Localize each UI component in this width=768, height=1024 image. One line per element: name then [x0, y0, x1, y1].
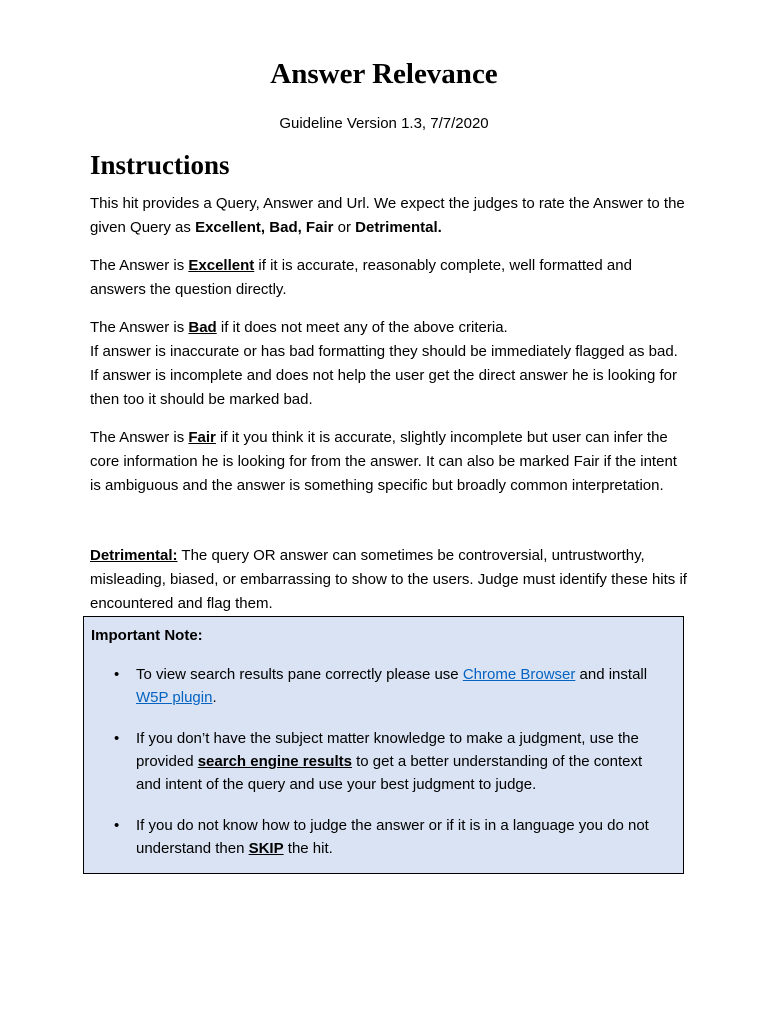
- period-text: .: [212, 689, 217, 706]
- bad-details: If answer is inaccurate or has bad formatting they should be immediately flagged as bad. If answer is incomplete and does not help the user get the direct answer he is looking for then too it should be marked bad.: [90, 343, 678, 408]
- w5p-plugin-link[interactable]: W5P plugin: [136, 689, 213, 706]
- excellent-term: Excellent: [188, 257, 255, 274]
- fair-lead: The Answer is: [90, 429, 189, 446]
- fair-term: Fair: [188, 429, 216, 446]
- page-title: Answer Relevance: [270, 58, 498, 90]
- bullet-icon: •: [114, 666, 120, 683]
- detrimental-paragraph: [90, 544, 690, 616]
- knowledge-text: If you don’t have the subject matter knowledge to make a judgment, use the provided: [136, 730, 639, 770]
- intro-text: This hit provides a Query, Answer and Url. We expect the judges to rate the Answer to the given Query as: [90, 195, 685, 236]
- bad-definition: if it does not meet any of the above criteria.: [216, 319, 508, 336]
- fair-paragraph: [90, 426, 690, 498]
- important-note-box: [83, 616, 684, 874]
- intro-paragraph: [90, 192, 690, 240]
- detrimental-definition: The query OR answer can sometimes be controversial, untrustworthy, misleading, biased, or embarrassing to show to the users. Judge must identify these hits if encountered and flag them.: [90, 547, 687, 612]
- bullet-icon: •: [114, 817, 120, 834]
- instructions-heading: Instructions: [90, 150, 230, 180]
- bullet-icon: •: [114, 730, 120, 747]
- skip-text: If you do not know how to judge the answer or if it is in a language you do not understand then: [136, 817, 649, 857]
- excellent-lead: The Answer is: [90, 257, 189, 274]
- bad-lead: The Answer is: [90, 319, 189, 336]
- note-bullet-skip: [84, 814, 683, 860]
- search-engine-results-term: search engine results: [197, 753, 352, 770]
- browser-text: To view search results pane correctly please use: [136, 666, 463, 683]
- fair-definition: if it you think it is accurate, slightly incomplete but user can infer the core information he is looking for from the answer. It can also be marked Fair if the intent is ambiguous and the answer is something specific but broadly common interpretation.: [90, 429, 677, 494]
- excellent-definition: if it is accurate, reasonably complete, well formatted and answers the question directly.: [90, 257, 632, 298]
- detrimental-term: Detrimental:: [90, 547, 178, 564]
- install-text: and install: [575, 666, 648, 683]
- ratings-list: Excellent, Bad, Fair: [195, 219, 334, 236]
- bad-term: Bad: [188, 319, 217, 336]
- bad-paragraph: [90, 316, 690, 412]
- note-bullet-browser: [84, 663, 683, 709]
- excellent-paragraph: [90, 254, 690, 302]
- chrome-browser-link[interactable]: Chrome Browser: [462, 666, 576, 683]
- skip-text-end: the hit.: [283, 840, 333, 857]
- guideline-version: Guideline Version 1.3, 7/7/2020: [279, 115, 489, 132]
- intro-connector: or: [333, 219, 356, 236]
- note-bullet-list: [84, 663, 683, 860]
- important-note-title: Important Note:: [91, 627, 203, 644]
- rating-detrimental: Detrimental.: [355, 219, 442, 236]
- skip-term: SKIP: [248, 840, 284, 857]
- knowledge-text-end: to get a better understanding of the context and intent of the query and use your best judgment to judge.: [136, 753, 643, 793]
- note-bullet-knowledge: [84, 727, 683, 796]
